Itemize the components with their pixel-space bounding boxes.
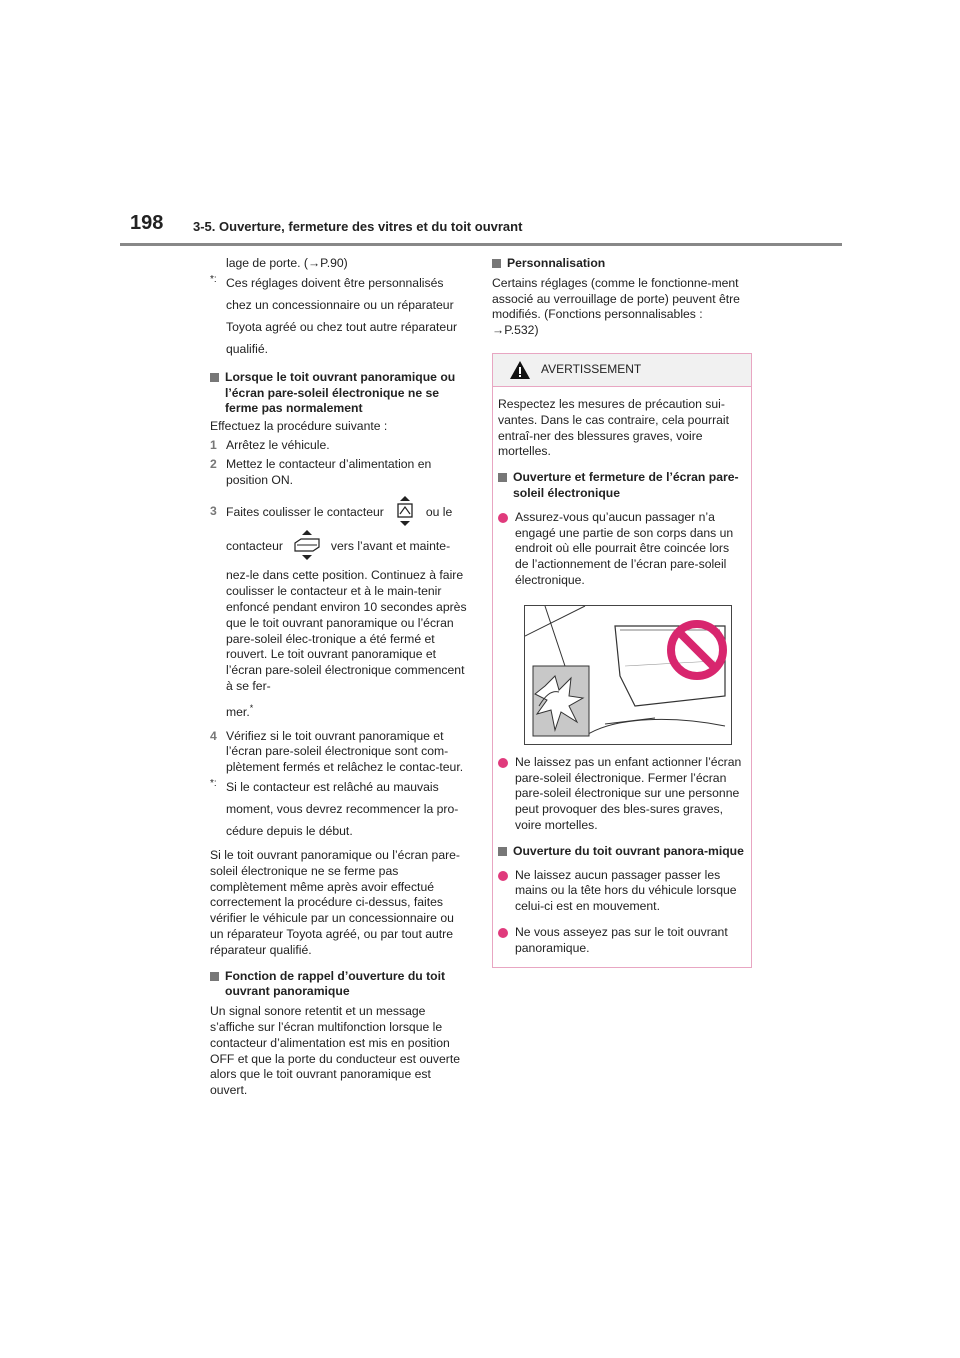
sub-heading-customization: Personnalisation <box>492 256 750 272</box>
square-bullet-icon <box>210 373 219 382</box>
continued-line: lage de porte. (→P.90) <box>226 256 348 270</box>
step-3: 3 Faites coulisser le contacteur ou le contacteur vers l’avant et mainte- nez-le dans cette position. Continuez à faire coulisser le contacteur et à le main-tenir enfoncé pendant environ 10 secondes après que le toit ouvrant panoramique ou l’écran pare-soleil élec-tronique a été fermé et rouvert. Le toit ouvrant panoramique et l’écran pare-soleil électronique commencent à se fer- mer.* <box>210 496 468 720</box>
warning-triangle-icon <box>509 360 531 380</box>
sub-heading-sunroof-not-closing: Lorsque le toit ouvrant panoramique ou l’écran pare-soleil électronique ne se ferme pas normalement <box>210 370 468 417</box>
round-bullet-icon <box>498 871 508 881</box>
warning-bullet: Ne laissez aucun passager passer les mains ou la tête hors du véhicule lorsque celui-ci est en mouvement. <box>498 868 746 915</box>
step-1: 1 Arrêtez le véhicule. <box>210 437 330 452</box>
square-bullet-icon <box>492 259 501 268</box>
footnote-marker: *: <box>210 778 217 789</box>
warning-heading-sunroof: Ouverture du toit ouvrant panora-mique <box>498 844 746 860</box>
step-3-text: nez-le dans cette position. Continuez à faire coulisser le contacteur et à le main-tenir enfoncé pendant environ 10 secondes après que le toit ouvrant panoramique ou l’écran pare-soleil élec-tronique a été fermé et rouvert. Le toit ouvrant panoramique et l’écran pare-soleil électronique commencent à se fer- <box>226 568 467 693</box>
section-title: 3-5. Ouverture, fermeture des vitres et du toit ouvrant <box>193 219 523 234</box>
header-rule <box>120 243 842 246</box>
paragraph-customization: Certains réglages (comme le fonctionne-ment associé au verrouillage de porte) peuvent être modifiés. (Fonctions personnalisables : →P.532) <box>492 275 740 338</box>
paragraph-advice: Si le toit ouvrant panoramique ou l’écran pare-soleil électronique ne se ferme pas complètement même après avoir effectué correctement la procédure ci-dessus, faites vérifier le véhicule par un concessionnaire ou un réparateur Toyota agréé, ou par tout autre réparateur qualifié. <box>210 848 460 957</box>
warning-bullet: Ne vous asseyez pas sur le toit ouvrant panoramique. <box>498 925 746 957</box>
footnote-line: cédure depuis le début. <box>226 824 353 838</box>
round-bullet-icon <box>498 513 508 523</box>
tilt-switch-icon <box>289 529 325 566</box>
warning-title: AVERTISSEMENT <box>541 361 642 376</box>
footnote-1 <box>210 272 468 360</box>
step-2: 2 Mettez le contacteur d’alimentation en position ON. <box>210 456 432 487</box>
square-bullet-icon <box>498 473 507 482</box>
square-bullet-icon <box>498 847 507 856</box>
footnote-line: Si le contacteur est relâché au mauvais <box>226 780 439 794</box>
procedure-intro: Effectuez la procédure suivante : <box>210 419 388 434</box>
round-bullet-icon <box>498 928 508 938</box>
footnote-line: chez un concessionnaire ou un réparateur <box>226 297 454 312</box>
left-column <box>210 256 468 1099</box>
footnote-2 <box>210 776 468 842</box>
warning-box <box>492 353 752 968</box>
warning-header <box>493 354 751 387</box>
footnote-line: Ces réglages doivent être personnalisés <box>226 275 444 290</box>
sunroof-switch-icon <box>390 495 420 532</box>
warning-intro: Respectez les mesures de précaution sui-vantes. Dans le cas contraire, cela pourrait entraî-ner des blessures graves, voire mortelles. <box>498 396 729 459</box>
page-header <box>120 212 842 248</box>
page-number: 198 <box>130 212 164 234</box>
sub-heading-reminder-function: Fonction de rappel d’ouverture du toit ouvrant panoramique <box>210 969 468 1001</box>
warning-heading-sunshade: Ouverture et fermeture de l’écran pare-soleil électronique <box>498 470 746 502</box>
step-4: 4 Vérifiez si le toit ouvrant panoramique et l’écran pare-soleil électronique sont com-plètement fermés et relâchez le contac-teur. <box>210 728 464 775</box>
round-bullet-icon <box>498 758 508 768</box>
square-bullet-icon <box>210 972 219 981</box>
paragraph-reminder: Un signal sonore retentit et un message s’affiche sur l’écran multifonction lorsque le contacteur d’alimentation est mis en position OFF et que la porte du conducteur est ouverte alors que le toit ouvrant panoramique est ouvert. <box>210 1004 460 1098</box>
prohibition-illustration <box>524 605 732 745</box>
footnote-line: Toyota agréé ou chez tout autre réparateur <box>226 319 458 334</box>
footnote-marker: *: <box>210 273 217 285</box>
warning-bullet: Ne laissez pas un enfant actionner l’écran pare-soleil électronique. Fermer l’écran pare-soleil électronique sur une personne peut provoquer des bles-sures graves, voire mortelles. <box>498 755 746 834</box>
footnote-line: qualifié. <box>226 341 269 356</box>
footnote-line: moment, vous devrez recommencer la pro- <box>226 802 459 816</box>
right-column <box>492 256 750 968</box>
warning-bullet: Assurez-vous qu’aucun passager n’a engagé une partie de son corps dans un endroit où elle pourrait être coincée lors de l’actionnement de l’écran pare-soleil électronique. <box>498 510 746 589</box>
